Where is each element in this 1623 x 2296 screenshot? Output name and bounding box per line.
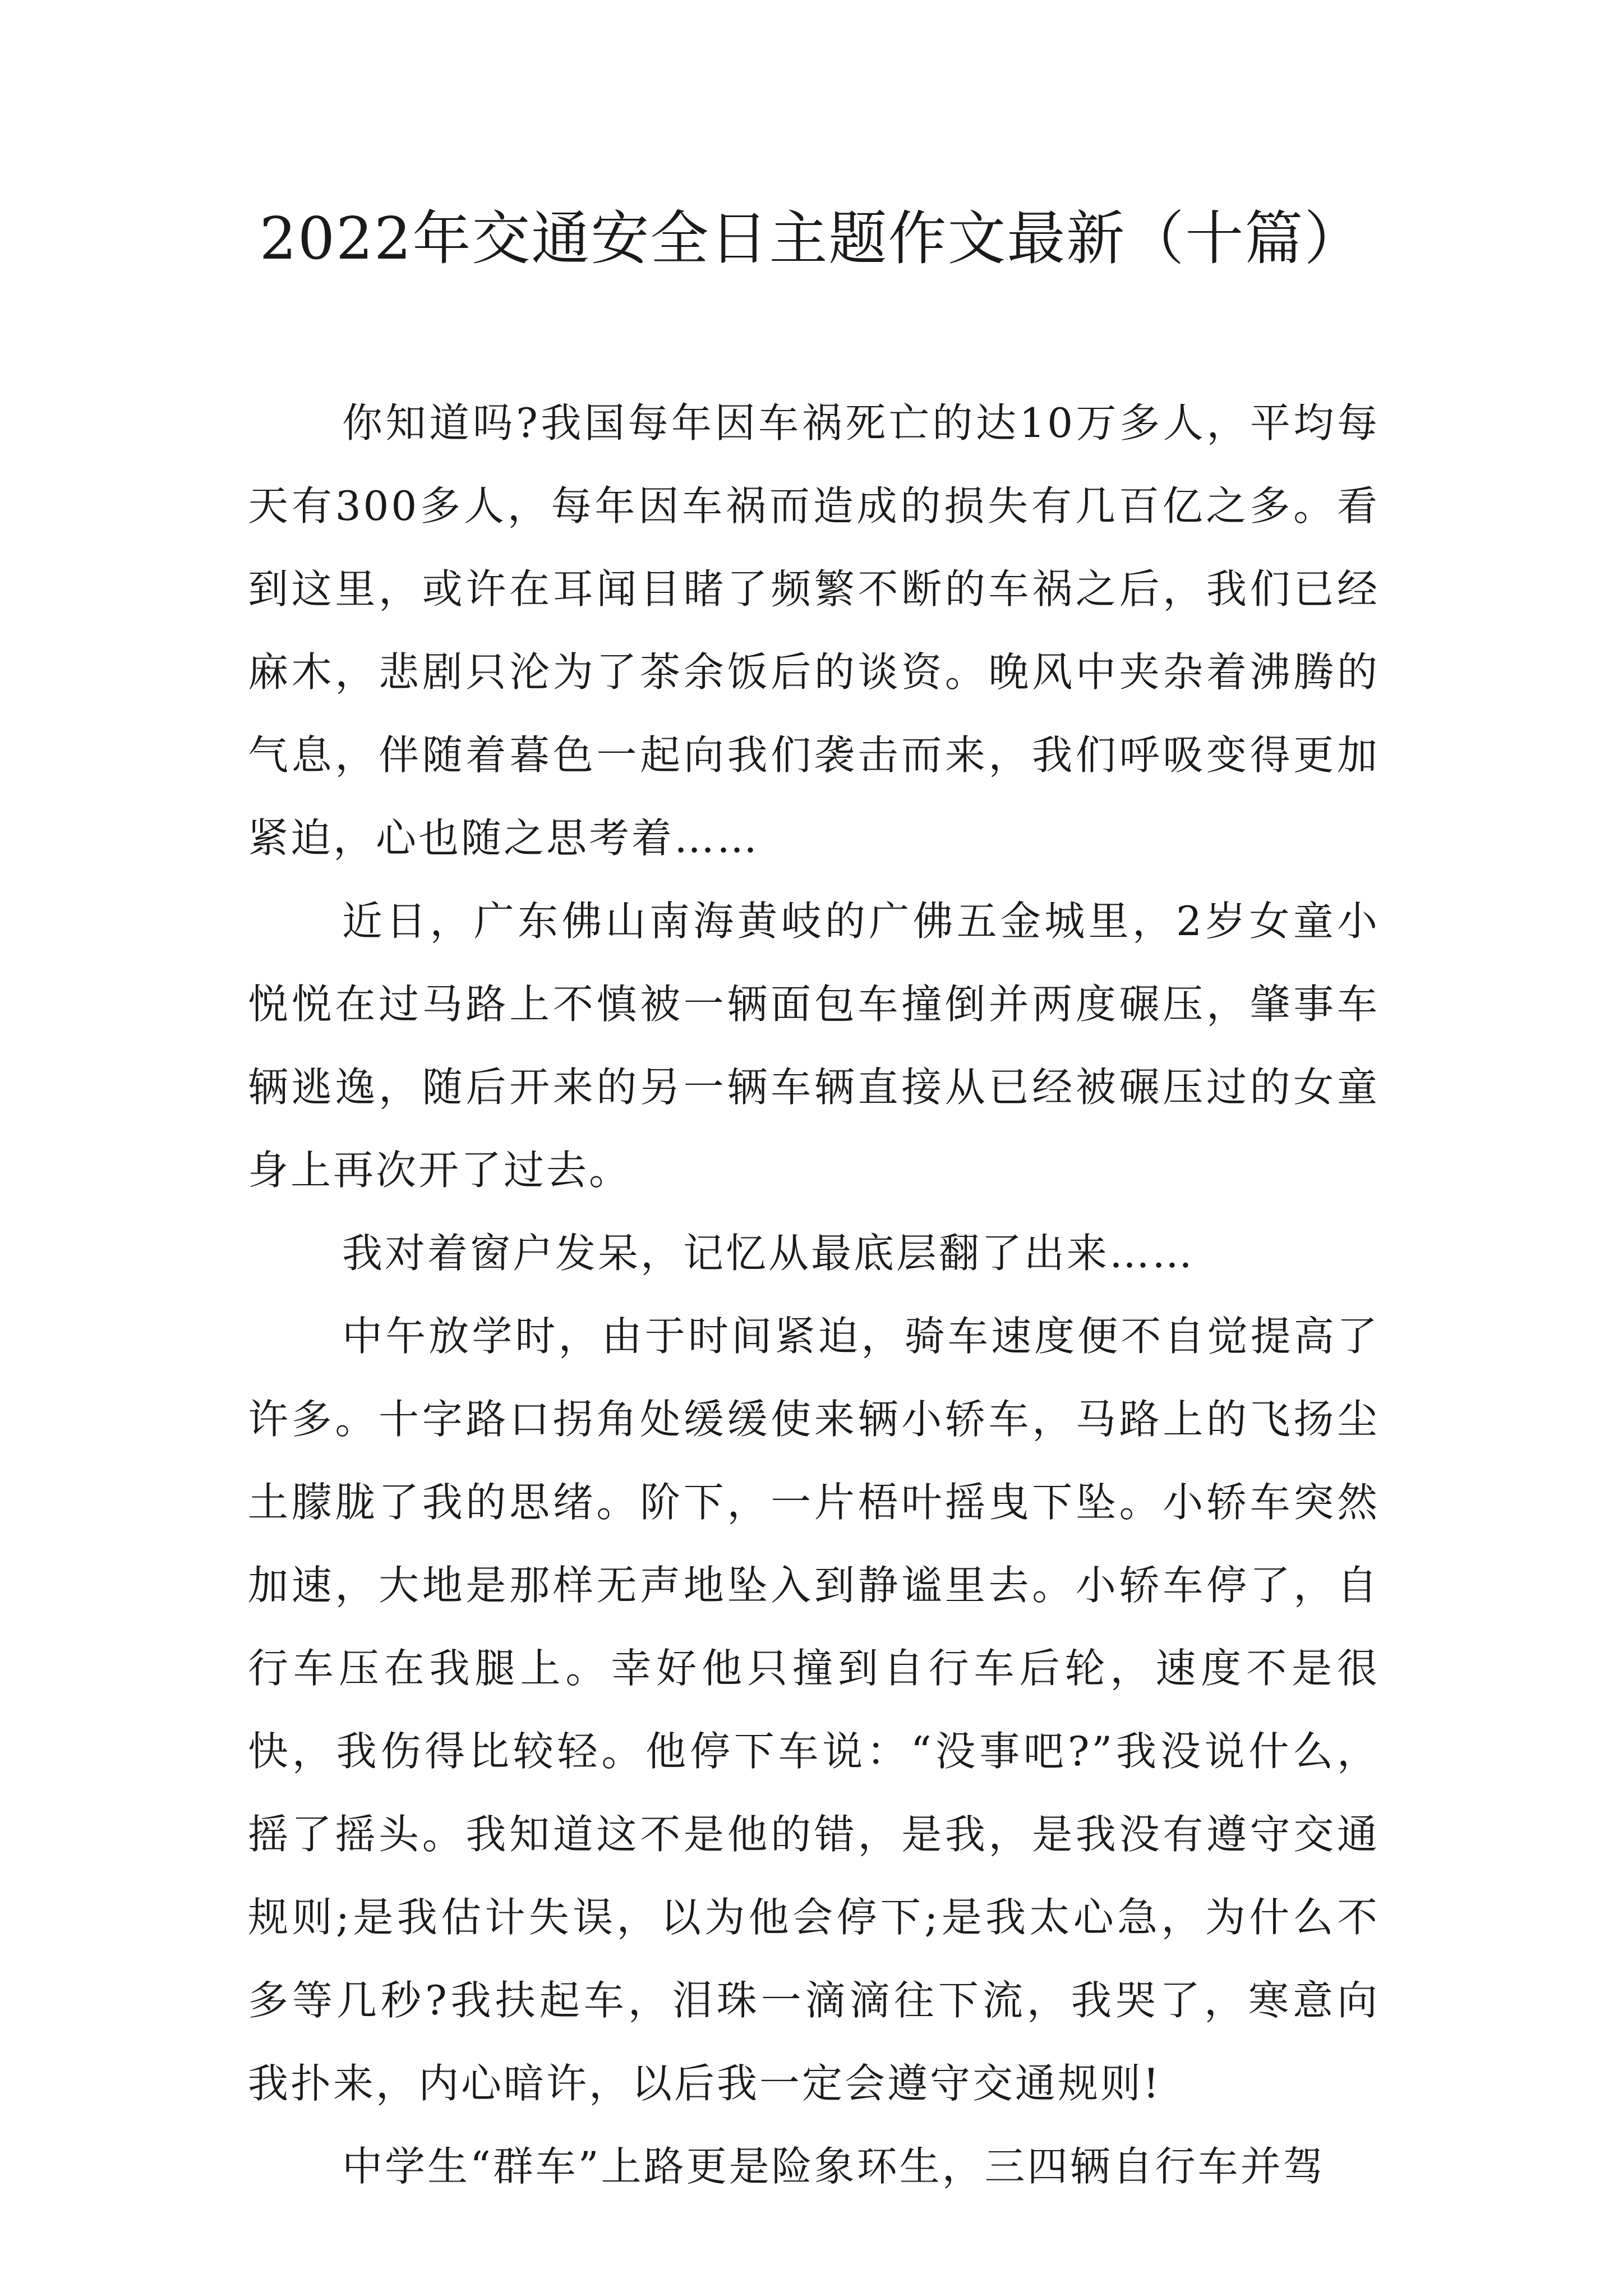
paragraph-4: 中午放学时，由于时间紧迫，骑车速度便不自觉提高了许多。十字路口拐角处缓缓使来辆小轿车，马路上的飞扬尘土朦胧了我的思绪。阶下，一片梧叶摇曳下坠。小轿车突然加速，大地是那样无声地坠入到静谧里去。小轿车停了，自行车压在我腿上。幸好他只撞到自行车后轮，速度不是很快，我伤得比较轻。他停下车说：“没事吧?”我没说什么，摇了摇头。我知道这不是他的错，是我，是我没有遵守交通规则;是我估计失误，以为他会停下;是我太心急，为什么不多等几秒?我扶起车，泪珠一滴滴往下流，我哭了，寒意向我扑来，内心暗许，以后我一定会遵守交通规则! (248, 1313, 1380, 2107)
paragraph-1: 你知道吗?我国每年因车祸死亡的达10万多人，平均每天有300多人，每年因车祸而造成的损失有几百亿之多。看到这里，或许在耳闻目睹了频繁不断的车祸之后，我们已经麻木，悲剧只沦为了茶余饭后的谈资。晚风中夹杂着沸腾的气息，伴随着暮色一起向我们袭击而来，我们呼吸变得更加紧迫，心也随之思考着…… (248, 399, 1380, 862)
paragraph-5: 中学生“群车”上路更是险象环生，三四辆自行车并驾 (342, 2143, 1326, 2190)
paragraph-3: 我对着窗户发呆，记忆从最底层翻了出来…… (342, 1230, 1195, 1277)
document-body (248, 381, 1380, 2208)
document-title: 2022年交通安全日主题作文最新（十篇） (259, 204, 1364, 273)
paragraph-2: 近日，广东佛山南海黄岐的广佛五金城里，2岁女童小悦悦在过马路上不慎被一辆面包车撞倒并两度碾压，肇事车辆逃逸，随后开来的另一辆车辆直接从已经被碾压过的女童身上再次开了过去。 (248, 898, 1380, 1194)
